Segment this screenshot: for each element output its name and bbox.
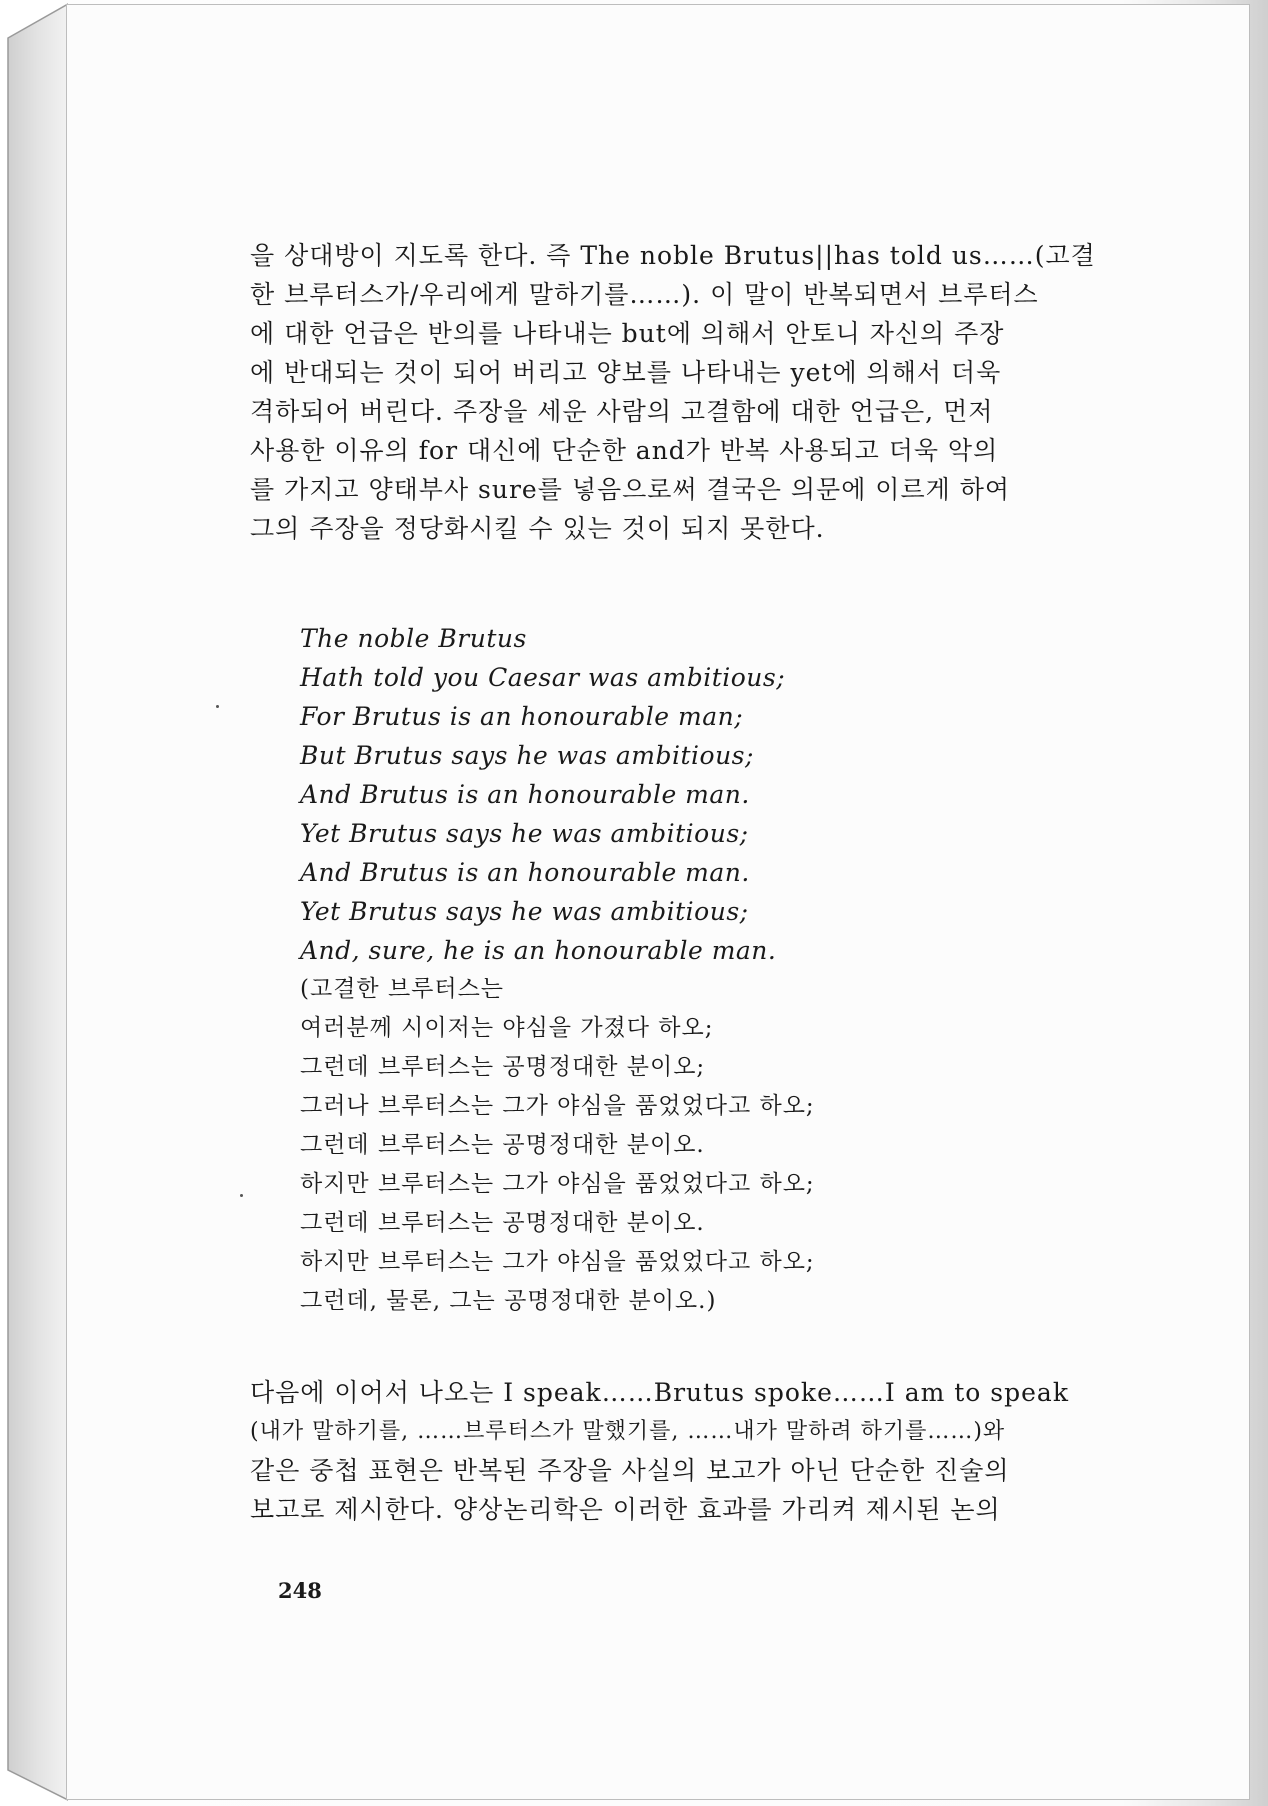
- paragraph-1-line: 에 대한 언급은 반의를 나타내는 but에 의해서 안토니 자신의 주장: [250, 319, 1005, 348]
- scan-speck: [216, 705, 219, 708]
- poem-english-line: Yet Brutus says he was ambitious;: [300, 819, 749, 848]
- poem-korean-line: 그런데 브루터스는 공명정대한 분이오;: [300, 1054, 706, 1080]
- poem-korean-line: 그런데 브루터스는 공명정대한 분이오.: [300, 1210, 705, 1236]
- poem-korean-line: 그런데 브루터스는 공명정대한 분이오.: [300, 1132, 705, 1158]
- paragraph-1-line: 사용한 이유의 for 대신에 단순한 and가 반복 사용되고 더욱 악의: [250, 436, 999, 465]
- poem-quotation: [300, 619, 1000, 1321]
- poem-korean-line: 하지만 브루터스는 그가 야심을 품었었다고 하오;: [300, 1249, 815, 1275]
- poem-korean-line: 그런데, 물론, 그는 공명정대한 분이오.): [300, 1288, 717, 1314]
- paragraph-1-line: 그의 주장을 정당화시킬 수 있는 것이 되지 못한다.: [250, 514, 825, 543]
- paragraph-1-line: 격하되어 버린다. 주장을 세운 사람의 고결함에 대한 언급은, 먼저: [250, 397, 994, 426]
- poem-korean-line: 하지만 브루터스는 그가 야심을 품었었다고 하오;: [300, 1171, 815, 1197]
- paragraph-1-line: 한 브루터스가/우리에게 말하기를……). 이 말이 반복되면서 브루터스: [250, 280, 1039, 309]
- book-spine: [0, 0, 68, 1806]
- paragraph-1: [250, 236, 1105, 548]
- poem-english-line: The noble Brutus: [300, 624, 527, 653]
- poem-korean-line: 그러나 브루터스는 그가 야심을 품었었다고 하오;: [300, 1093, 815, 1119]
- paragraph-2: [250, 1373, 1105, 1529]
- poem-english-line: And, sure, he is an honourable man.: [300, 936, 777, 965]
- page-number: 248: [278, 1578, 322, 1603]
- paragraph-1-line: 를 가지고 양태부사 sure를 넣음으로써 결국은 의문에 이르게 하여: [250, 475, 1011, 504]
- paragraph-2-line: 보고로 제시한다. 양상논리학은 이러한 효과를 가리켜 제시된 논의: [250, 1495, 1001, 1524]
- poem-english-line: And Brutus is an honourable man.: [300, 858, 750, 887]
- poem-english-line: For Brutus is an honourable man;: [300, 702, 744, 731]
- scan-speck: [240, 1194, 243, 1197]
- poem-english-line: Hath told you Caesar was ambitious;: [300, 663, 786, 692]
- poem-english-line: Yet Brutus says he was ambitious;: [300, 897, 749, 926]
- poem-english-line: And Brutus is an honourable man.: [300, 780, 750, 809]
- poem-korean-line: 여러분께 시이저는 야심을 가졌다 하오;: [300, 1015, 714, 1041]
- poem-english-line: But Brutus says he was ambitious;: [300, 741, 754, 770]
- poem-korean-line: (고결한 브루터스는: [300, 976, 505, 1002]
- paragraph-2-line: (내가 말하기를, ……브루터스가 말했기를, ……내가 말하려 하기를……)와: [250, 1419, 1006, 1444]
- paragraph-1-line: 을 상대방이 지도록 한다. 즉 The noble Brutus||has told us……(고결: [250, 241, 1096, 270]
- paragraph-2-line: 같은 중첩 표현은 반복된 주장을 사실의 보고가 아닌 단순한 진술의: [250, 1456, 1010, 1485]
- paragraph-1-line: 에 반대되는 것이 되어 버리고 양보를 나타내는 yet에 의해서 더욱: [250, 358, 1002, 387]
- paragraph-2-line: 다음에 이어서 나오는 I speak……Brutus spoke……I am to speak: [250, 1378, 1069, 1407]
